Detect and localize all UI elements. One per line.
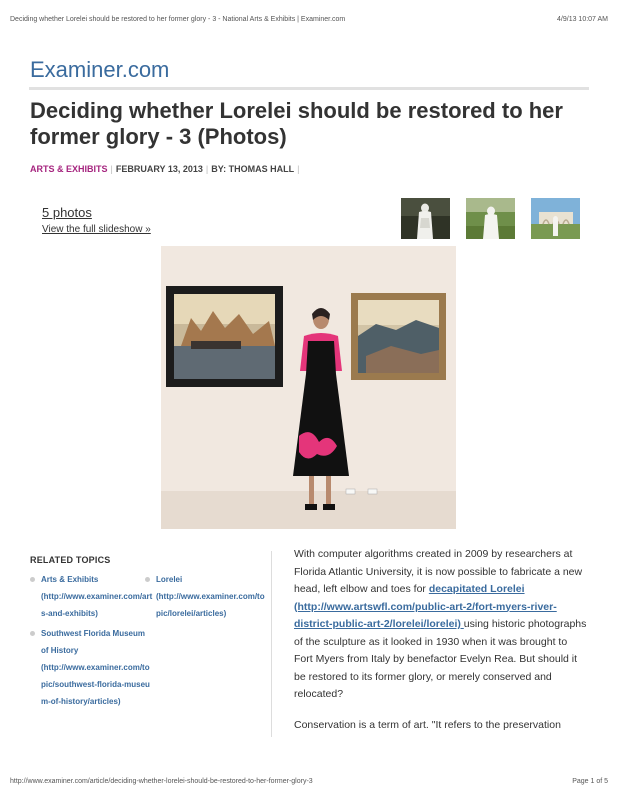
bullet-icon [30, 577, 35, 582]
related-topic-url[interactable]: (http://www.examiner.com/arts-and-exhibits) [41, 592, 153, 618]
column-divider [271, 551, 272, 737]
article-paragraph-1 [294, 546, 588, 704]
byline-separator: | [110, 164, 113, 174]
photo-count-link[interactable]: 5 photos [42, 205, 92, 220]
header-divider [29, 87, 589, 90]
related-topic-name[interactable]: Southwest Florida Museum of History [41, 629, 146, 655]
print-page-title: Deciding whether Lorelei should be restored to her former glory - 3 - National Arts & Exhibits | Examiner.com [10, 16, 346, 23]
related-topic-name[interactable]: Arts & Exhibits [41, 575, 99, 584]
paragraph-text: using historic photographs of the sculpture as it looked in 1930 when it was brought to Fort Myers from Italy by benefactor Evelyn Rea. But should it be restored to its former glory, or merely conserved and relocated? [294, 618, 587, 700]
print-date-time: 4/9/13 10:07 AM [557, 16, 608, 23]
gallery-thumbnail-1[interactable] [401, 198, 450, 239]
related-topic-url[interactable]: (http://www.examiner.com/topic/lorelei/articles) [156, 592, 265, 618]
article-paragraph-2: Conservation is a term of art. "It refers to the preservation [294, 718, 561, 731]
author-name: BY: THOMAS HALL [211, 164, 295, 174]
gallery-thumbnail-2[interactable] [466, 198, 515, 239]
byline-separator: | [297, 164, 300, 174]
related-topic-url[interactable]: (http://www.examiner.com/topic/southwest-florida-museum-of-history/articles) [41, 663, 150, 706]
bullet-icon [145, 577, 150, 582]
related-topic-arts-exhibits[interactable] [41, 571, 153, 622]
print-page-url: http://www.examiner.com/article/deciding-whether-lorelei-should-be-restored-to-her-former-glory-3 [10, 778, 313, 785]
article-body [294, 546, 588, 747]
print-footer [10, 778, 608, 785]
article-byline [30, 164, 302, 174]
print-header [10, 16, 608, 23]
paragraph-text: With computer algorithms created in 2009 by researchers at Florida Atlantic University, it is now possible to fabricate a new head, left elbow and toes for [294, 548, 583, 595]
gallery-thumbnail-3[interactable] [531, 198, 580, 239]
main-article-photo[interactable] [161, 246, 456, 529]
bullet-icon [30, 631, 35, 636]
article-title: Deciding whether Lorelei should be restored to her former glory - 3 (Photos) [30, 98, 563, 149]
related-topics-heading: RELATED TOPICS [30, 555, 111, 565]
mission-statue-thumbnail-image [531, 198, 580, 239]
statue-thumbnail-image [401, 198, 450, 239]
view-slideshow-link[interactable]: View the full slideshow » [42, 224, 151, 235]
decapitated-lorelei-link[interactable]: decapitated Lorelei (http://www.artswfl.com/public-art-2/fort-myers-river-district-public-art-2/lorelei/lorelei) [294, 583, 557, 630]
gallery-wall-photo [161, 246, 456, 529]
related-topic-name[interactable]: Lorelei [156, 575, 183, 584]
publish-date: FEBRUARY 13, 2013 [115, 164, 203, 174]
related-topic-lorelei[interactable] [156, 571, 268, 622]
print-page-number: Page 1 of 5 [572, 778, 608, 785]
category-link[interactable]: ARTS & EXHIBITS [30, 164, 108, 174]
related-topic-southwest-florida-museum[interactable] [41, 625, 153, 710]
statue-garden-thumbnail-image [466, 198, 515, 239]
site-logo[interactable]: Examiner.com [30, 57, 170, 82]
byline-separator: | [205, 164, 209, 174]
